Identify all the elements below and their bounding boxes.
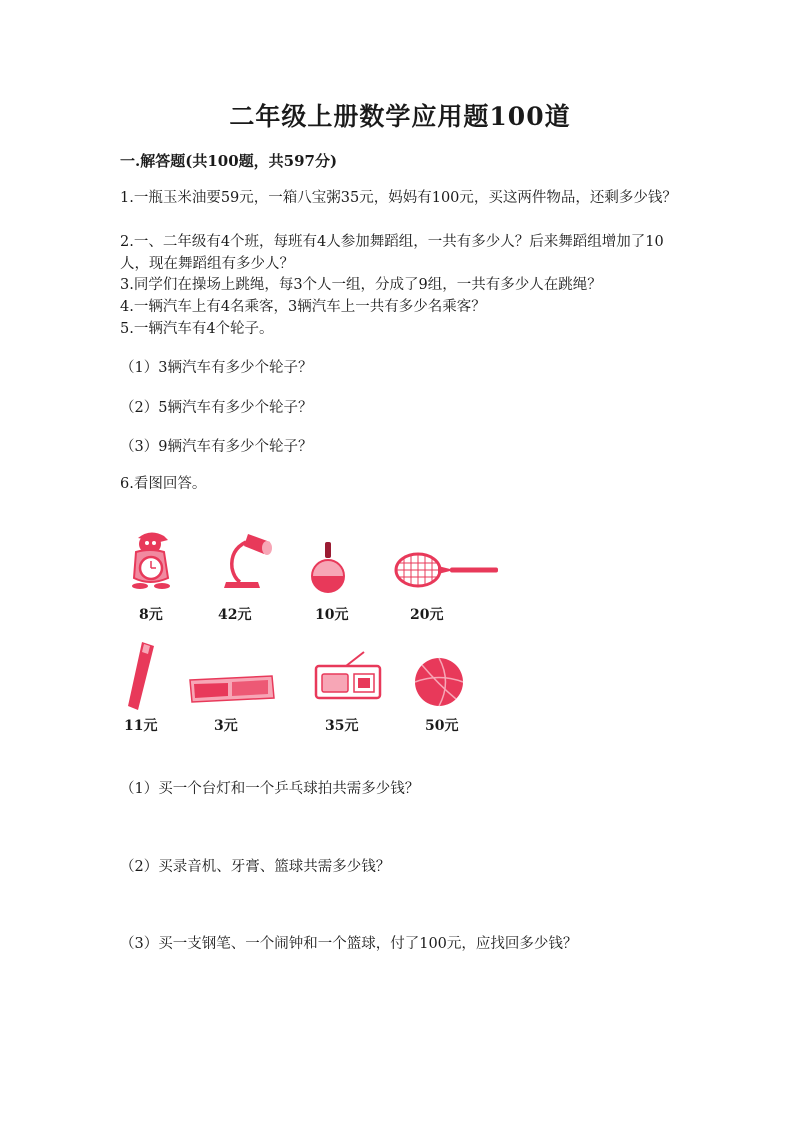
price-racket: 20元	[410, 607, 444, 623]
pen-icon	[124, 640, 158, 712]
question-5-part-3: （3）9辆汽车有多少个轮子？	[120, 439, 313, 455]
price-lamp: 42元	[218, 607, 252, 623]
question-6-part-3: （3）买一支钢笔、一个闹钟和一个篮球，付了100元，应找回多少钱？	[120, 936, 578, 952]
desk-lamp-icon	[218, 528, 278, 592]
question-4: 4.一辆汽车上有4名乘客，3辆汽车上一共有多少名乘客？	[120, 299, 486, 315]
basketball-icon	[412, 655, 466, 709]
ping-pong-paddle-icon	[310, 540, 346, 598]
price-basketball: 50元	[425, 718, 459, 734]
question-5: 5.一辆汽车有4个轮子。	[120, 321, 274, 337]
question-6-part-2: （2）买录音机、牙膏、篮球共需多少钱？	[120, 859, 391, 875]
page-title: 二年级上册数学应用题100道	[229, 102, 571, 131]
question-6-part-1: （1）买一个台灯和一个乒乓球拍共需多少钱？	[120, 781, 420, 797]
question-5-part-1: （1）3辆汽车有多少个轮子？	[120, 360, 313, 376]
question-6: 6.看图回答。	[120, 476, 207, 492]
question-3: 3.同学们在操场上跳绳，每3个人一组，分成了9组，一共有多少人在跳绳？	[120, 277, 602, 293]
question-1: 1.一瓶玉米油要59元，一箱八宝粥35元，妈妈有100元，买这两件物品，还剩多少钱？	[120, 190, 677, 206]
question-2: 2.一、二年级有4个班，每班有4人参加舞蹈组，一共有多少人？后来舞蹈组增加了10人，现在舞蹈组有多少人？	[120, 234, 664, 272]
price-clock: 8元	[139, 607, 163, 623]
toothpaste-icon	[188, 672, 278, 704]
price-paddle: 10元	[315, 607, 349, 623]
price-toothpaste: 3元	[214, 718, 238, 734]
price-pen: 11元	[124, 718, 158, 734]
section-heading: 一.解答题(共100题，共597分)	[120, 152, 338, 170]
tennis-racket-icon	[394, 550, 502, 590]
question-5-part-2: （2）5辆汽车有多少个轮子？	[120, 400, 313, 416]
radio-icon	[312, 650, 384, 700]
penguin-clock-icon	[128, 530, 178, 592]
price-radio: 35元	[325, 718, 359, 734]
